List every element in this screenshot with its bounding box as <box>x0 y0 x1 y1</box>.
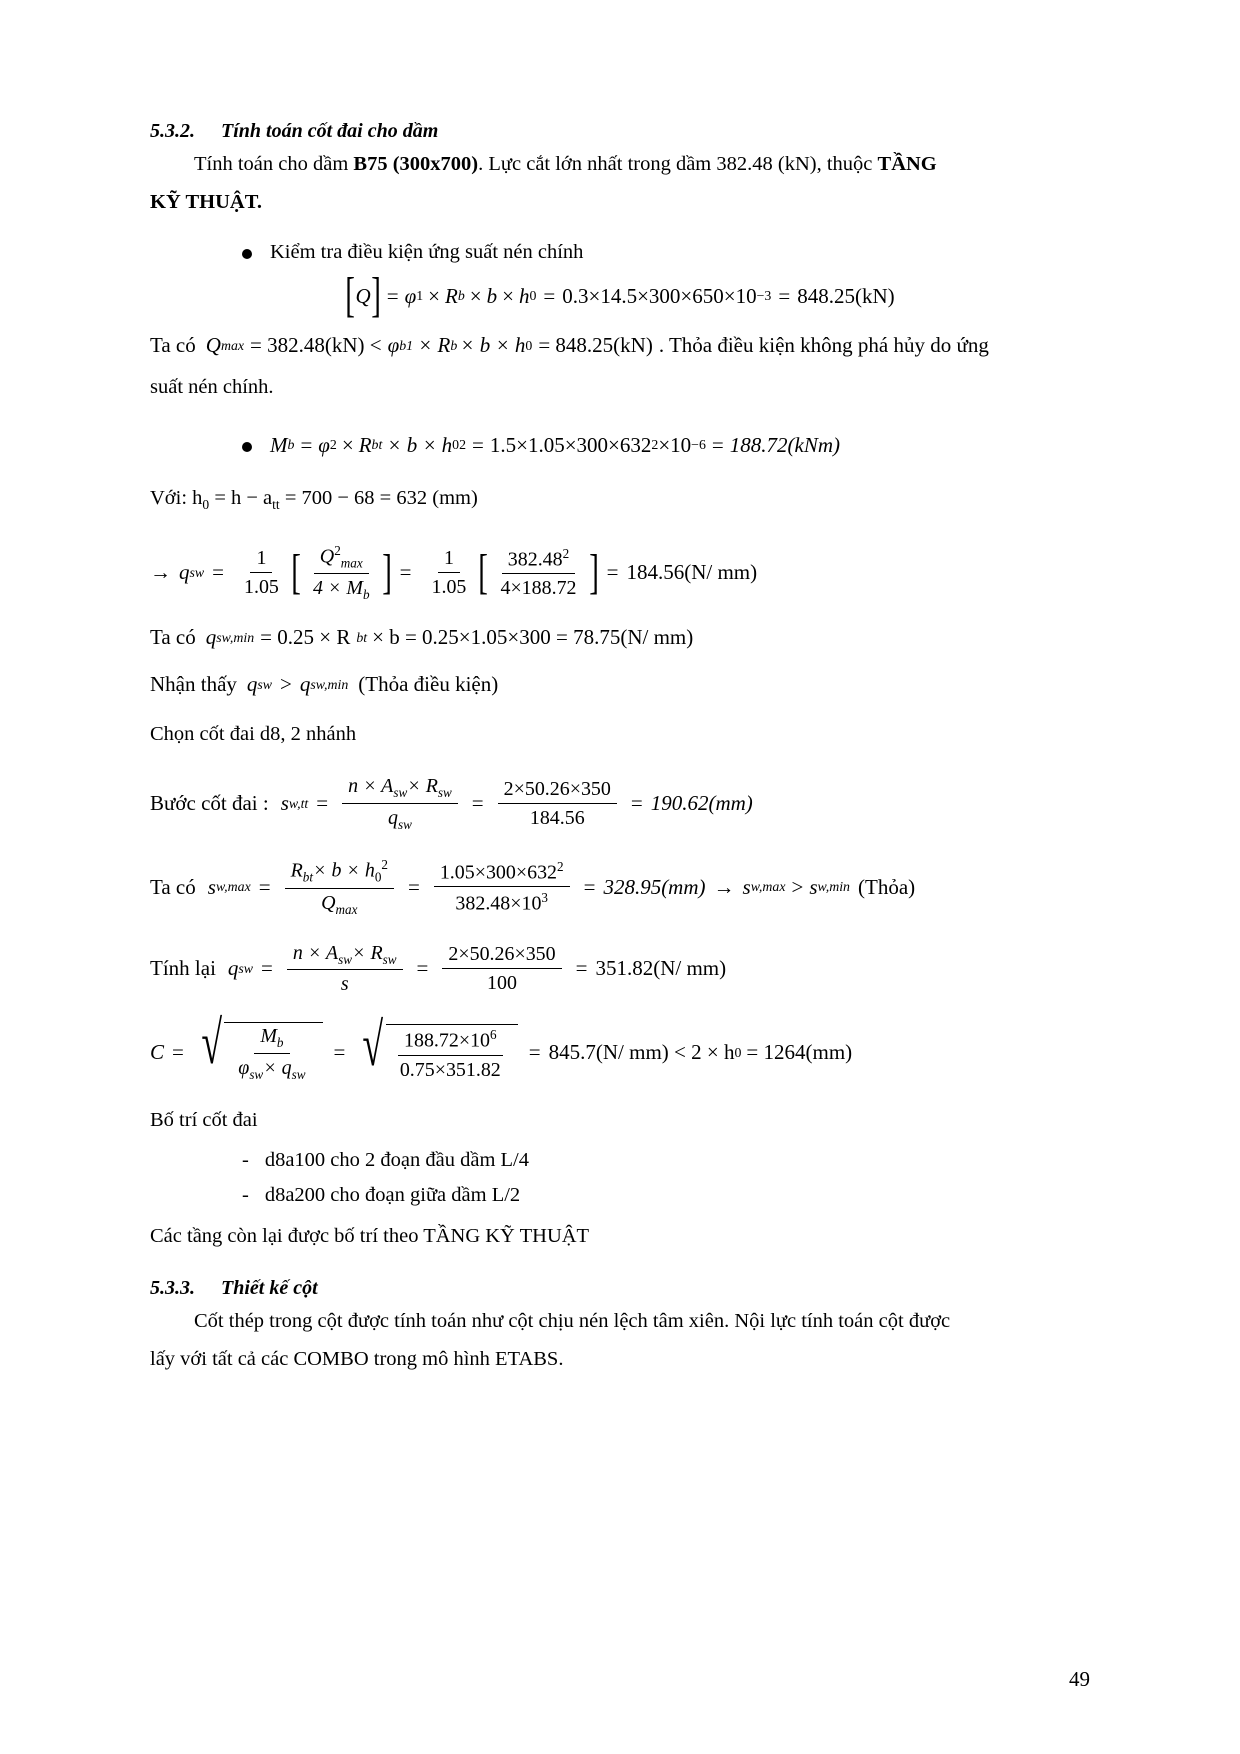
sqrt-Mb-over-phiqsw <box>195 1010 323 1083</box>
layout-item-2 <box>150 1184 1090 1207</box>
formula-C-sqrt <box>150 1010 1090 1083</box>
frac-top <box>285 857 394 889</box>
f10-cmp2-sub: w,min <box>817 879 850 895</box>
layout-item-2-label: d8a200 cho đoạn giữa dầm L/2 <box>264 1184 521 1207</box>
b-symbol: b <box>486 283 498 308</box>
section-532-intro <box>150 149 1090 181</box>
section-heading-533 <box>150 1277 1090 1300</box>
layout-item-1-label: d8a100 cho 2 đoạn đầu dầm L/4 <box>264 1149 529 1172</box>
frac-top <box>342 775 458 804</box>
f10-eq1: = <box>258 874 271 899</box>
bracket-open: [ <box>478 545 489 599</box>
n-Asw: n × A <box>292 941 339 964</box>
frac-1-over-105-b <box>425 547 472 599</box>
f11-prefix: Tính lại <box>150 956 216 981</box>
bracket-open: [ <box>291 545 301 599</box>
f3-rhs: 1.5×1.05×300×632 <box>489 432 652 457</box>
f2-rest2: × b × h <box>460 333 526 358</box>
Rbt-symbol: R <box>358 432 372 457</box>
f1-rhs-exp: −3 <box>756 288 772 304</box>
f12-result-sub: 0 <box>734 1044 742 1060</box>
Q: Q <box>321 891 336 914</box>
qsw: q <box>388 806 398 829</box>
frac-bot <box>232 1054 311 1083</box>
phi-symbol: φ <box>404 283 417 308</box>
section-title-533: Thiết kế cột <box>221 1276 318 1299</box>
formula-stirrup-spacing <box>150 775 1090 833</box>
f10-cmp1: s <box>742 874 751 899</box>
bullet-dot-icon <box>242 249 252 259</box>
frac-bot: 0.75×351.82 <box>399 1058 501 1081</box>
frac-bot <box>315 889 363 918</box>
frac-bot <box>449 887 554 916</box>
frac-bot: 4×188.72 <box>500 577 577 600</box>
eq2: = <box>543 283 556 308</box>
f2-tail: . Thỏa điều kiện không phá hủy do ứng <box>658 333 989 358</box>
section-533-line1: Cốt thép trong cột được tính toán như cột chịu nén lệch tâm xiên. Nội lực tính toán cột được <box>194 1309 951 1332</box>
frac-bot: s <box>340 973 349 996</box>
f11-eq3: = <box>575 956 588 981</box>
f3-phi: φ <box>318 432 330 457</box>
Rsw: × R <box>352 941 383 964</box>
f7-q2-sub: sw,min <box>310 676 349 692</box>
closing-note: Các tầng còn lại được bố trí theo TẦNG KỸ THUẬT <box>150 1225 590 1248</box>
frac-top: 2×50.26×350 <box>442 943 561 969</box>
h0-sub-tt: tt <box>272 497 280 513</box>
frac-values-10 <box>434 859 570 916</box>
f3-eq3: = <box>711 432 724 457</box>
formula-Q-bracket <box>150 269 1090 323</box>
f6-eq: = 0.25 × R <box>260 625 351 650</box>
f1-result: 848.25(kN) <box>797 283 895 308</box>
Mb-symbol: M <box>270 432 288 457</box>
beam-label: B75 (300x700) <box>353 153 479 175</box>
f7-q2: q <box>299 672 311 697</box>
Q-sub: max <box>340 555 363 571</box>
phi-sub: 1 <box>416 288 424 304</box>
Mb-sub: b <box>362 587 370 603</box>
frac-top <box>434 859 570 888</box>
f3-rhs2: ×10 <box>658 432 692 457</box>
f10-gt: > <box>791 874 804 899</box>
Qmax-sub: max <box>220 337 245 353</box>
formula-qsw-min <box>150 625 1090 650</box>
f2-prefix: Ta có <box>150 333 196 358</box>
sw-sub: w,tt <box>288 795 309 811</box>
radicand <box>386 1024 518 1082</box>
eq3: = <box>778 283 791 308</box>
f9-eq2: = <box>471 791 484 816</box>
h0-definition <box>150 483 1090 516</box>
f10-cmp2: s <box>809 874 818 899</box>
f11-eq1: = <box>261 956 273 981</box>
f6-R-sub: bt <box>356 629 368 645</box>
qsw-sub: sw <box>398 816 412 832</box>
section-number-532: 5.3.2. <box>150 120 195 142</box>
page-content <box>150 120 1090 1376</box>
qsw-symbol: q <box>179 560 190 585</box>
sw-symbol: s <box>280 791 289 816</box>
f2-phi: φ <box>387 333 400 358</box>
h0-sup: 2 <box>381 856 388 872</box>
f3-h0-sup: 2 <box>459 437 467 453</box>
Q-symbol: Q <box>355 283 371 308</box>
h0-sub: 0 <box>374 869 382 885</box>
f3-phi-sub: 2 <box>329 437 337 453</box>
C-symbol: C <box>150 1040 165 1065</box>
dash-marker: - <box>242 1184 249 1207</box>
qsw-sub: sw <box>291 1067 306 1083</box>
phi-sub: sw <box>249 1067 264 1083</box>
choose-stirrup-text: Chọn cốt đai d8, 2 nhánh <box>150 723 357 746</box>
f9-result: 190.62(mm) <box>650 791 753 816</box>
f10-eq3: = <box>583 874 596 899</box>
frac-Mb-over-phi-qsw <box>232 1025 311 1083</box>
f12-eq2: = <box>333 1040 346 1065</box>
f2-h-sub: 0 <box>525 337 533 353</box>
swmax-sub: w,max <box>215 879 251 895</box>
h0-symbol: h <box>518 283 530 308</box>
frac-top <box>502 546 575 575</box>
page-number: 49 <box>1069 1667 1090 1691</box>
f11-eq2: = <box>416 956 429 981</box>
radicand <box>224 1022 322 1083</box>
Rsw-sub: sw <box>437 784 452 800</box>
Qmax-symbol: Q <box>205 333 221 358</box>
Mb-sub: b <box>287 437 295 453</box>
f3-eq2: = <box>472 432 484 457</box>
section-heading-532 <box>150 120 1090 143</box>
f3-x2: × b × <box>387 432 437 457</box>
bracket-close: ] <box>381 545 392 599</box>
frac-1-over-105 <box>238 547 285 599</box>
f2-eq2: = 848.25(kN) <box>538 333 653 358</box>
f2-Rb-sub: b <box>450 337 458 353</box>
f12-result: 845.7(N/ mm) < 2 × h <box>548 1040 735 1065</box>
bullet-check-stress-label: Kiểm tra điều kiện ứng suất nén chính <box>270 240 584 263</box>
frac-top: 1 <box>438 547 460 573</box>
frac-values-12 <box>394 1027 507 1082</box>
h0-sub0: 0 <box>202 497 210 513</box>
frac-top: 1 <box>250 547 272 573</box>
section-532-intro-line2: KỸ THUẬT. <box>150 190 263 213</box>
f10-eq2: = <box>407 874 420 899</box>
Rbt: R <box>290 859 303 882</box>
layout-stirrup-title: Bố trí cốt đai <box>150 1109 258 1132</box>
f7-q1-sub: sw <box>257 676 273 692</box>
Asw-sub: sw <box>338 951 353 967</box>
f7-tail: (Thỏa điều kiện) <box>358 672 499 697</box>
formula-Mb <box>270 430 840 462</box>
Asw-sub: sw <box>393 784 408 800</box>
f5-result <box>626 560 757 585</box>
Rsw-sub: sw <box>382 951 397 967</box>
formula-qsw-recalc <box>150 942 1090 997</box>
formula-sw-max <box>150 857 1090 918</box>
frac-bot <box>382 804 418 833</box>
b-h0: × b × h <box>313 859 375 882</box>
times2: × <box>469 283 482 308</box>
frac-top <box>287 942 403 971</box>
num-top-sup: 2 <box>562 545 570 561</box>
n-Asw: n × A <box>348 774 394 797</box>
formula-2-tail2: suất nén chính. <box>150 376 274 399</box>
frac-top <box>314 543 369 575</box>
num-bot-sup: 3 <box>541 890 548 906</box>
h0-post: = 700 − 68 = 632 (mm) <box>279 487 478 510</box>
qsw-sub: sw <box>189 564 205 580</box>
num-top: 1.05×300×632 <box>439 861 558 884</box>
section-533-line2: lấy với tất cả các COMBO trong mô hình ETABS. <box>150 1347 564 1370</box>
f10-arrow: → <box>713 874 735 899</box>
f10-result: 328.95(mm) <box>603 874 706 899</box>
qswmin-sub: sw,min <box>216 629 255 645</box>
frac-nAswRsw-over-s <box>287 942 403 997</box>
bracket-close: ] <box>588 545 599 599</box>
frac-bot: 1.05 <box>431 575 467 598</box>
intro-pre: Tính toán cho dầm <box>194 153 354 175</box>
Mb: M <box>260 1025 277 1048</box>
f12-result2: = 1264(mm) <box>746 1040 853 1065</box>
f1-rhs: 0.3×14.5×300×650×10 <box>562 283 757 308</box>
Mb-expr: 4 × M <box>312 577 363 600</box>
radical-icon: √ <box>201 1010 222 1078</box>
bracket-close: ] <box>370 269 381 323</box>
f10-cmp1-sub: w,max <box>750 879 786 895</box>
f3-result: 188.72(kNm) <box>729 432 840 457</box>
f11-result: 351.82(N/ mm) <box>595 956 727 981</box>
f5-arrow: → <box>150 560 171 585</box>
f9-eq3: = <box>630 791 643 816</box>
f5-eq3: = <box>606 560 619 585</box>
section-title-532: Tính toán cốt đai cho dầm <box>221 120 439 142</box>
f7-q1: q <box>246 672 258 697</box>
f3-eq: = <box>300 432 313 457</box>
frac-values-11 <box>442 943 561 995</box>
f11-q: q <box>227 956 239 981</box>
frac-values-9 <box>498 778 617 830</box>
h0-pre: Với: h <box>150 487 203 510</box>
Rb-symbol: R <box>445 283 458 308</box>
f2-rest: × R <box>418 333 451 358</box>
f3-rhs-sup: 2 <box>651 437 659 453</box>
f5-result-text: 184.56(N/ mm) <box>626 560 758 585</box>
num-top: 382.48 <box>507 548 563 571</box>
bullet-dot-icon <box>242 442 252 452</box>
frac-Rbtbh0-over-Qmax <box>285 857 394 918</box>
Rbt-sub: bt <box>302 869 313 885</box>
h0-sub: 0 <box>529 288 537 304</box>
num-top: 188.72×10 <box>404 1029 491 1052</box>
f2-phi-sub: b1 <box>399 337 414 353</box>
f9-prefix: Bước cốt đai : <box>150 791 269 816</box>
frac-top <box>254 1025 289 1054</box>
f12-eq3: = <box>528 1040 541 1065</box>
phi: φ <box>238 1057 250 1080</box>
num-bot: 382.48×10 <box>455 892 542 915</box>
f5-eq1: = <box>212 560 224 585</box>
frac-bot <box>307 574 376 603</box>
f7-prefix: Nhận thấy <box>150 672 237 697</box>
Rsw: × R <box>407 774 438 797</box>
frac-bot: 100 <box>487 971 517 994</box>
bracket-open: [ <box>345 269 356 323</box>
f10-tail: (Thỏa) <box>858 874 916 899</box>
f6-prefix: Ta có <box>150 625 196 650</box>
Q-sup: 2 <box>334 542 341 558</box>
f3-h0-sub: 0 <box>452 437 460 453</box>
swmax-symbol: s <box>207 874 216 899</box>
frac-top: 2×50.26×350 <box>498 778 617 804</box>
f7-gt: > <box>280 672 292 697</box>
formula-compare-qsw <box>150 672 1090 697</box>
Rb-sub: b <box>457 288 465 304</box>
frac-nAswRsw-over-qsw <box>342 775 458 833</box>
sqrt-values <box>356 1012 517 1082</box>
f12-eq1: = <box>172 1040 184 1065</box>
radical-icon: √ <box>362 1012 384 1080</box>
times1: × <box>428 283 440 308</box>
qswmin-symbol: q <box>205 625 217 650</box>
f3-h0: h <box>441 432 453 457</box>
eq1: = <box>386 283 399 308</box>
bullet-Mb-formula <box>150 430 1090 462</box>
f3-x1: × <box>341 432 354 457</box>
section-number-533: 5.3.3. <box>150 1276 195 1299</box>
f3-rhs2-sup: −6 <box>691 437 706 453</box>
Q-sub: max <box>335 901 358 917</box>
intro-mid: . Lực cắt lớn nhất trong dầm 382.48 (kN), thuộc <box>478 153 878 175</box>
formula-qsw <box>150 543 1090 604</box>
frac-num-values <box>494 546 582 601</box>
f10-prefix: Ta có <box>150 874 196 899</box>
intro-bold1: TẦNG <box>877 153 937 175</box>
f5-eq2: = <box>399 560 412 585</box>
Mb-sub: b <box>276 1035 284 1051</box>
bullet-check-stress <box>150 237 1090 268</box>
frac-bot: 1.05 <box>243 575 279 598</box>
layout-item-1 <box>150 1149 1090 1172</box>
dash-marker: - <box>242 1149 249 1172</box>
h0-mid: = h − a <box>209 487 273 510</box>
formula-Qmax-check <box>150 333 1090 358</box>
times3: × <box>502 283 514 308</box>
qsw: × q <box>263 1057 292 1080</box>
f2-eq: = 382.48(kN) < <box>250 333 382 358</box>
frac-bot: 184.56 <box>529 806 585 829</box>
Rbt-sub: bt <box>371 437 383 453</box>
frac-Qmax2-over-4Mb <box>307 543 376 604</box>
num-top-sup: 2 <box>557 858 564 874</box>
num-top-sup: 6 <box>490 1027 497 1043</box>
frac-top <box>398 1027 503 1056</box>
f6-mid: × b = 0.25×1.05×300 = 78.75(N/ mm) <box>372 625 694 650</box>
Q-sym: Q <box>319 545 335 568</box>
f9-eq1: = <box>316 791 329 816</box>
f11-q-sub: sw <box>238 960 254 976</box>
